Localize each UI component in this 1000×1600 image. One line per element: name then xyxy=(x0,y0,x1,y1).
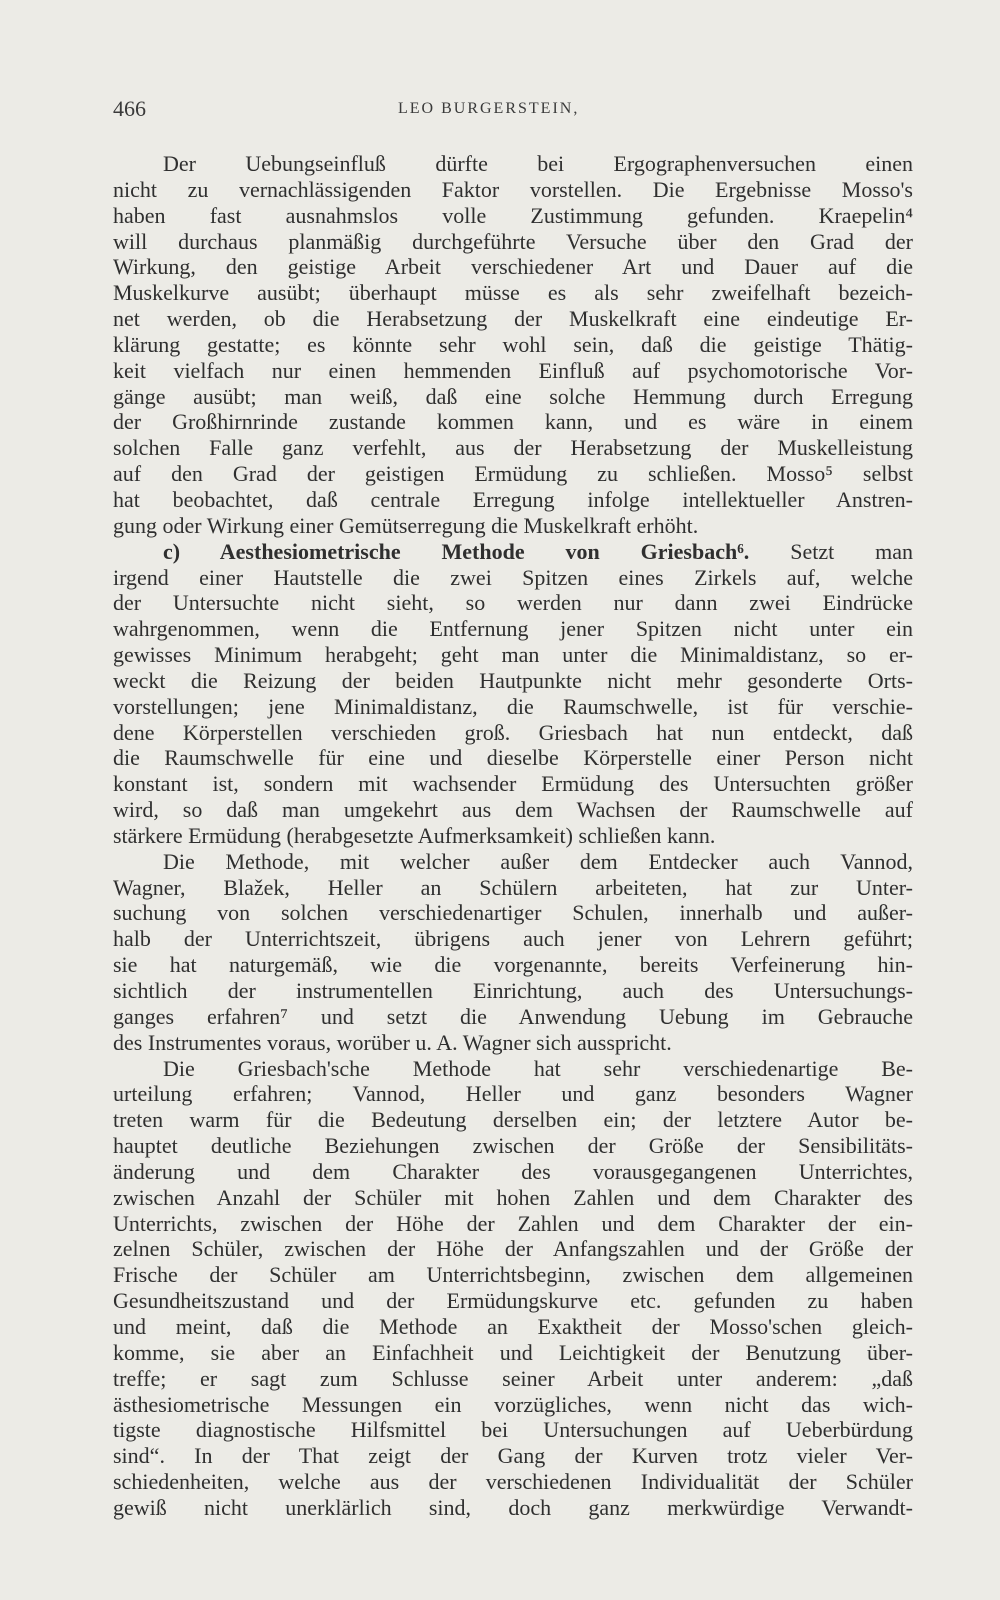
page-number: 466 xyxy=(113,96,146,121)
text-line: Der Uebungseinfluß dürfte bei Ergographenversuchen einen xyxy=(163,151,913,176)
text-line: gewiß nicht unerklärlich sind, doch ganz merkwürdige Verwandt- xyxy=(113,1494,913,1520)
text-line-content: Setzt man xyxy=(749,538,913,564)
text-line: net werden, ob die Herabsetzung der Muskelkraft eine eindeutige Er- xyxy=(113,306,913,332)
text-line: zelnen Schüler, zwischen der Höhe der Anfangszahlen und der Größe der xyxy=(113,1236,913,1262)
text-line: vorstellungen; jene Minimaldistanz, die Raumschwelle, ist für verschie- xyxy=(113,693,913,719)
text-line: zwischen Anzahl der Schüler mit hohen Zahlen und dem Charakter des xyxy=(113,1184,913,1210)
text-line: stärkere Ermüdung (herabgesetzte Aufmerksamkeit) schließen kann. xyxy=(113,822,716,848)
text-line: weckt die Reizung der beiden Hautpunkte nicht mehr gesonderte Orts- xyxy=(113,667,913,693)
text-line: ästhesiometrische Messungen ein vorzügliches, wenn nicht das wich- xyxy=(113,1391,913,1417)
page-header xyxy=(113,96,913,126)
text-line: Wirkung, den geistige Arbeit verschiedener Art und Dauer auf die xyxy=(113,254,913,280)
text-line: wird, so daß man umgekehrt aus dem Wachsen der Raumschwelle auf xyxy=(113,797,913,823)
text-line: Frische der Schüler am Unterrichtsbeginn, zwischen dem allgemeinen xyxy=(113,1262,913,1288)
text-line: Muskelkurve ausübt; überhaupt müsse es als sehr zweifelhaft bezeich- xyxy=(113,280,913,306)
text-line: der Großhirnrinde zustande kommen kann, und es wäre in einem xyxy=(113,409,913,435)
text-line: wahrgenommen, wenn die Entfernung jener Spitzen nicht unter ein xyxy=(113,616,913,642)
running-head: LEO BURGERSTEIN, xyxy=(398,100,580,117)
text-line: Gesundheitszustand und der Ermüdungskurve etc. gefunden zu haben xyxy=(113,1288,913,1314)
text-line: treffe; er sagt zum Schlusse seiner Arbeit unter anderem: „daß xyxy=(113,1365,913,1391)
text-line: will durchaus planmäßig durchgeführte Versuche über den Grad der xyxy=(113,228,913,254)
text-line: klärung gestatte; es könnte sehr wohl sein, daß die geistige Thätig- xyxy=(113,331,913,357)
text-line: nicht zu vernachlässigenden Faktor vorstellen. Die Ergebnisse Mosso's xyxy=(113,176,913,202)
text-line: Wagner, Blažek, Heller an Schülern arbeiteten, hat zur Unter- xyxy=(113,874,913,900)
text-line: dene Körperstellen verschieden groß. Griesbach hat nun entdeckt, daß xyxy=(113,719,913,745)
text-line: konstant ist, sondern mit wachsender Ermüdung des Untersuchten größer xyxy=(113,771,913,797)
text-line: urteilung erfahren; Vannod, Heller und ganz besonders Wagner xyxy=(113,1081,913,1107)
text-line: gewisses Minimum herabgeht; geht man unter die Minimaldistanz, so er- xyxy=(113,642,913,668)
text-line: Die Methode, mit welcher außer dem Entdecker auch Vannod, xyxy=(163,848,913,874)
text-line: und meint, daß die Methode an Exaktheit der Mosso'schen gleich- xyxy=(113,1313,913,1339)
section-heading: c) Aesthesiometrische Methode von Griesbach⁶. xyxy=(163,538,750,564)
text-line: des Instrumentes voraus, worüber u. A. Wagner sich ausspricht. xyxy=(113,1029,672,1055)
text-line xyxy=(113,539,913,565)
text-line: komme, sie aber an Einfachheit und Leichtigkeit der Benutzung über- xyxy=(113,1339,913,1365)
text-line: haben fast ausnahmslos volle Zustimmung gefunden. Kraepelin⁴ xyxy=(113,202,913,228)
text-line: die Raumschwelle für eine und dieselbe Körperstelle einer Person nicht xyxy=(113,745,913,771)
text-line: Unterrichts, zwischen der Höhe der Zahlen und dem Charakter der ein- xyxy=(113,1210,913,1236)
text-line: auf den Grad der geistigen Ermüdung zu schließen. Mosso⁵ selbst xyxy=(113,461,913,487)
text-line: solchen Falle ganz verfehlt, aus der Herabsetzung der Muskelleistung xyxy=(113,435,913,461)
text-line: sie hat naturgemäß, wie die vorgenannte, bereits Verfeinerung hin- xyxy=(113,952,913,978)
text-line: schiedenheiten, welche aus der verschiedenen Individualität der Schüler xyxy=(113,1469,913,1495)
text-line: hat beobachtet, daß centrale Erregung infolge intellektueller Anstren- xyxy=(113,486,913,512)
text-line: änderung und dem Charakter des vorausgegangenen Unterrichtes, xyxy=(113,1158,913,1184)
text-line: irgend einer Hautstelle die zwei Spitzen eines Zirkels auf, welche xyxy=(113,564,913,590)
text-line: sind“. In der That zeigt der Gang der Kurven trotz vieler Ver- xyxy=(113,1443,913,1469)
text-line: ganges erfahren⁷ und setzt die Anwendung Uebung im Gebrauche xyxy=(113,1003,913,1029)
text-line: sichtlich der instrumentellen Einrichtung, auch des Untersuchungs- xyxy=(113,978,913,1003)
text-line: tigste diagnostische Hilfsmittel bei Untersuchungen auf Ueberbürdung xyxy=(113,1417,913,1443)
text-line: Die Griesbach'sche Methode hat sehr verschiedenartige Be- xyxy=(163,1055,913,1081)
text-line: halb der Unterrichtszeit, übrigens auch jener von Lehrern geführt; xyxy=(113,926,913,952)
text-line: treten warm für die Bedeutung derselben ein; der letztere Autor be- xyxy=(113,1107,913,1133)
text-line: hauptet deutliche Beziehungen zwischen der Größe der Sensibilitäts- xyxy=(113,1133,913,1159)
body-text xyxy=(113,151,913,1521)
text-line: suchung von solchen verschiedenartiger Schulen, innerhalb und außer- xyxy=(113,900,913,926)
text-line: keit vielfach nur einen hemmenden Einfluß auf psychomotorische Vor- xyxy=(113,357,913,383)
text-line: der Untersuchte nicht sieht, so werden nur dann zwei Eindrücke xyxy=(113,590,913,616)
text-line: gung oder Wirkung einer Gemütserregung die Muskelkraft erhöht. xyxy=(113,512,699,538)
text-line: gänge ausübt; man weiß, daß eine solche Hemmung durch Erregung xyxy=(113,383,913,409)
